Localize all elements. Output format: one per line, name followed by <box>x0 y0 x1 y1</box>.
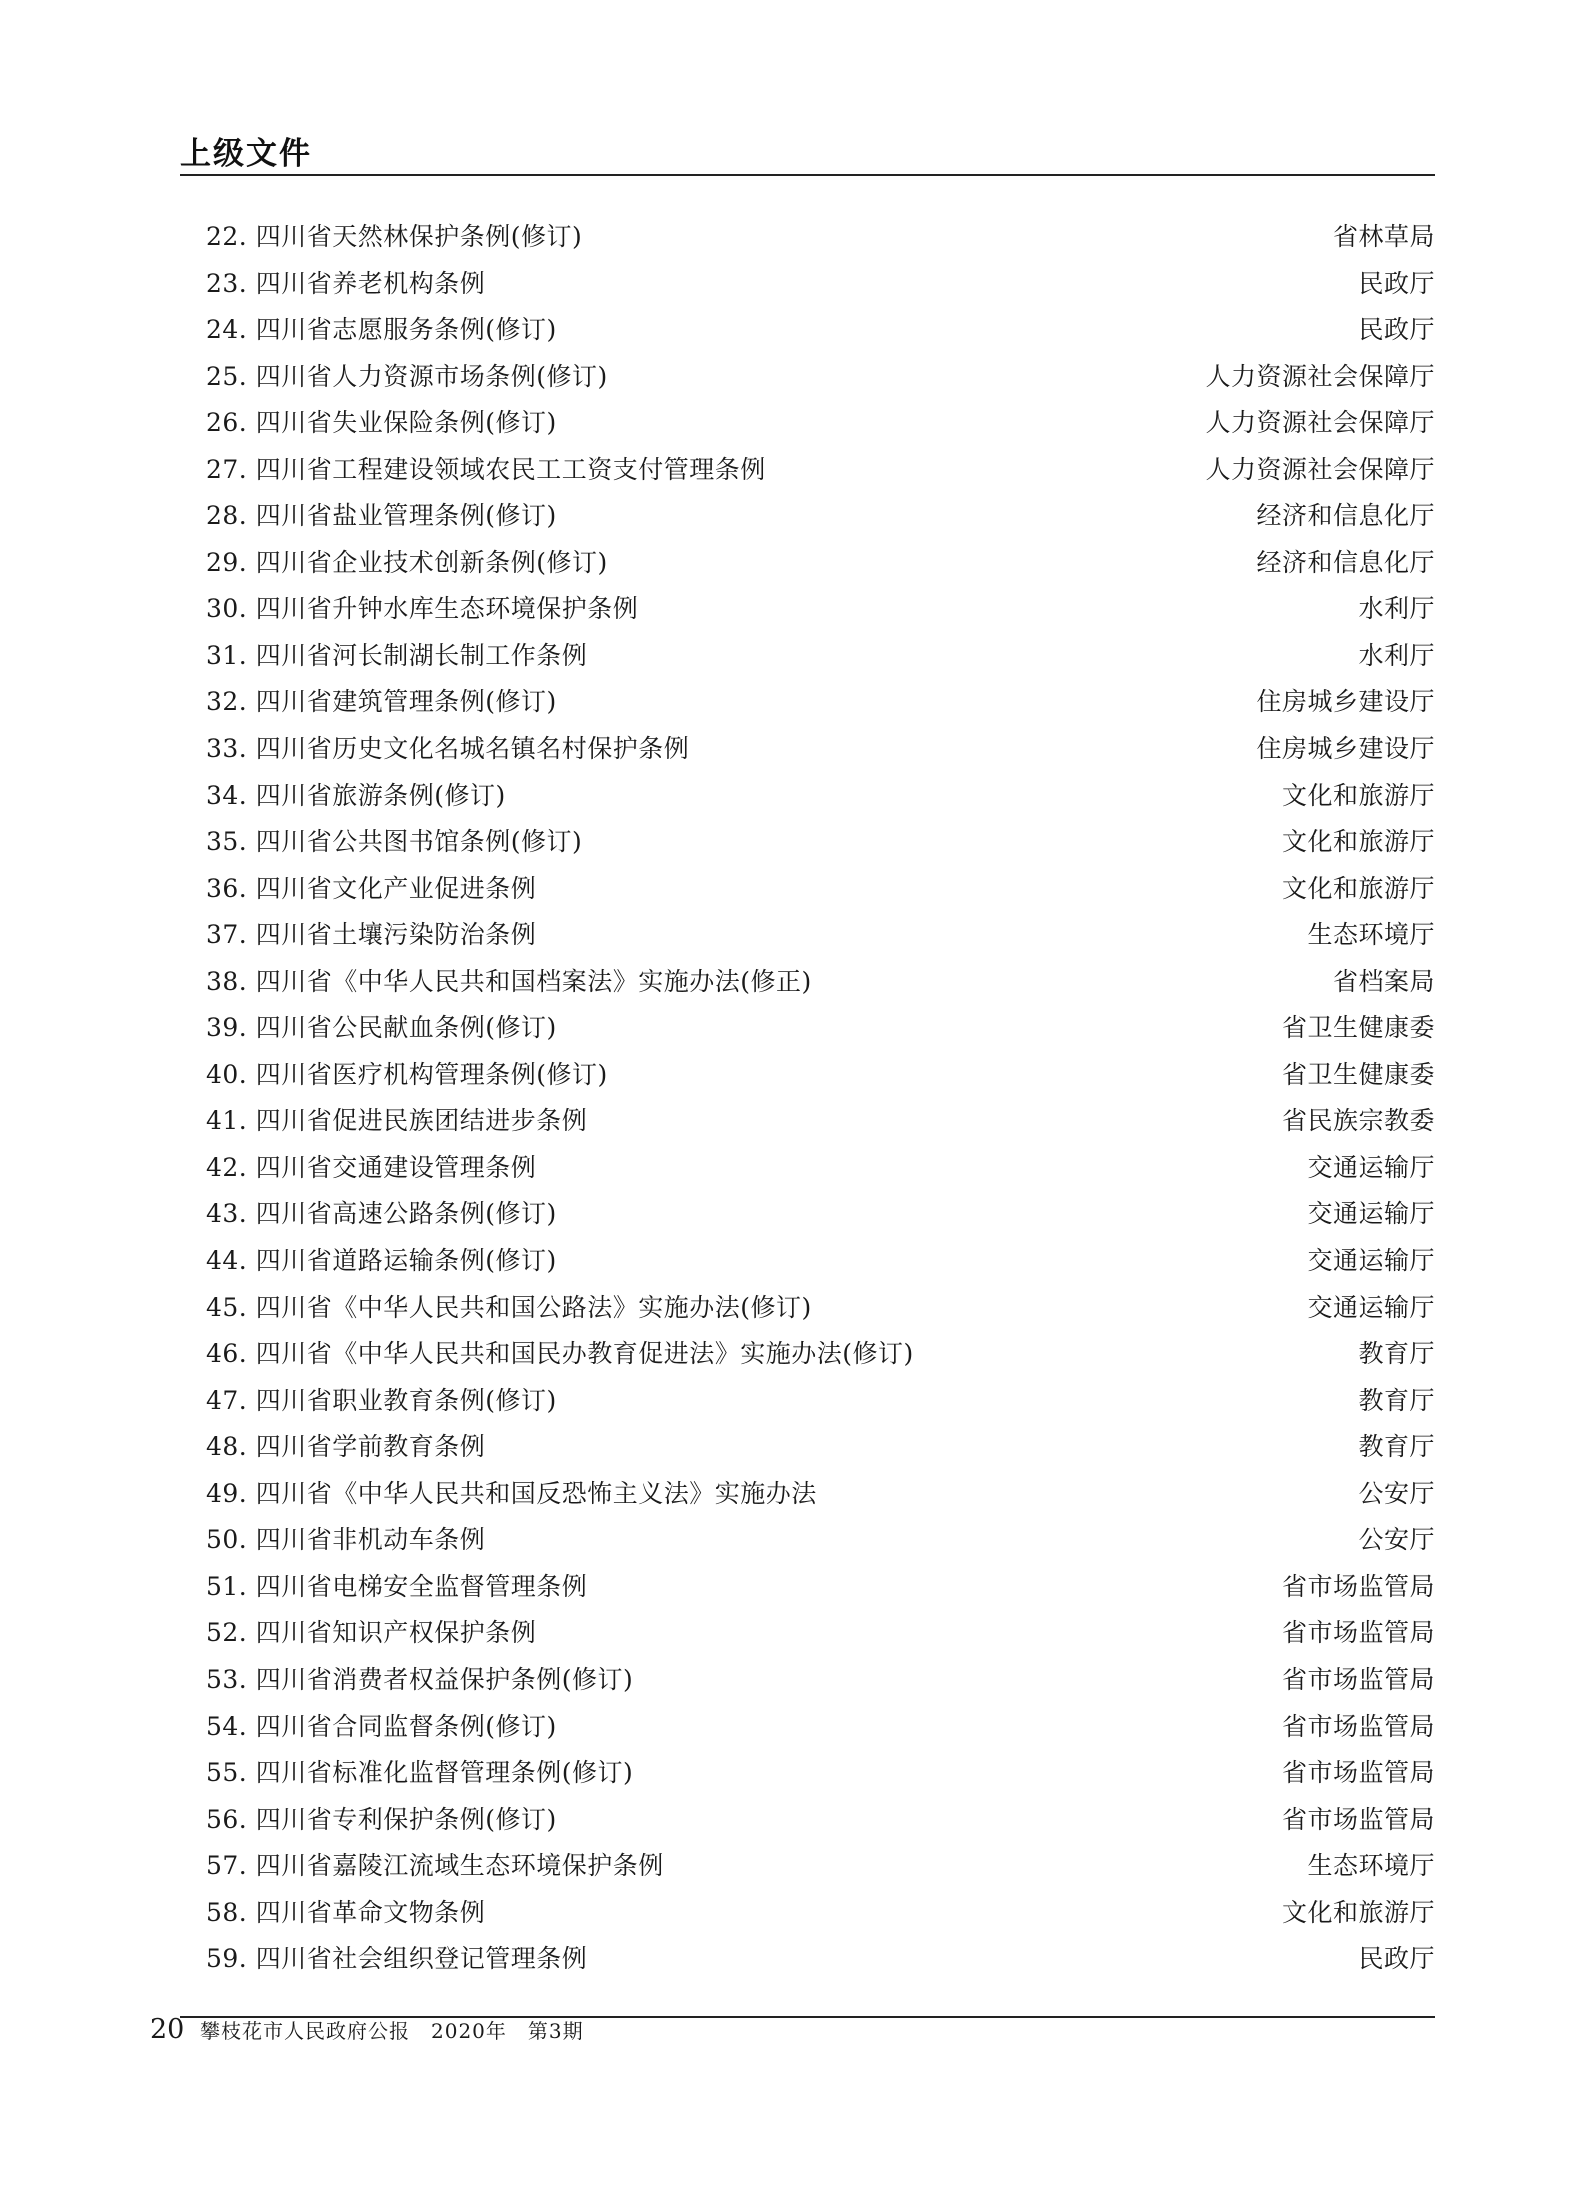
list-item <box>180 1843 1435 1890</box>
list-item <box>180 214 1435 261</box>
list-item <box>180 1285 1435 1332</box>
list-item <box>180 1052 1435 1099</box>
list-item <box>180 773 1435 820</box>
list-item <box>180 819 1435 866</box>
responsible-department: 省卫生健康委 <box>1281 1059 1435 1089</box>
regulation-list <box>180 214 1435 1983</box>
regulation-title: 56. 四川省专利保护条例(修订) <box>206 1804 557 1834</box>
list-item <box>180 1191 1435 1238</box>
responsible-department: 省市场监管局 <box>1281 1804 1435 1834</box>
responsible-department: 教育厅 <box>1358 1385 1435 1415</box>
regulation-title: 49. 四川省《中华人民共和国反恐怖主义法》实施办法 <box>206 1478 817 1508</box>
responsible-department: 省卫生健康委 <box>1281 1013 1435 1043</box>
responsible-department: 文化和旅游厅 <box>1281 873 1435 903</box>
list-item <box>180 1936 1435 1983</box>
regulation-title: 53. 四川省消费者权益保护条例(修订) <box>206 1664 634 1694</box>
responsible-department: 生态环境厅 <box>1307 1851 1435 1881</box>
regulation-title: 42. 四川省交通建设管理条例 <box>206 1152 537 1182</box>
responsible-department: 住房城乡建设厅 <box>1256 687 1435 717</box>
list-item <box>180 400 1435 447</box>
regulation-title: 30. 四川省升钟水库生态环境保护条例 <box>206 594 639 624</box>
list-item <box>180 1145 1435 1192</box>
responsible-department: 省市场监管局 <box>1281 1758 1435 1788</box>
responsible-department: 文化和旅游厅 <box>1281 1897 1435 1927</box>
responsible-department: 水利厅 <box>1358 594 1435 624</box>
regulation-title: 23. 四川省养老机构条例 <box>206 268 486 298</box>
regulation-title: 43. 四川省高速公路条例(修订) <box>206 1199 557 1229</box>
list-item <box>180 726 1435 773</box>
list-item <box>180 866 1435 913</box>
list-item <box>180 307 1435 354</box>
responsible-department: 省市场监管局 <box>1281 1571 1435 1601</box>
responsible-department: 民政厅 <box>1358 268 1435 298</box>
regulation-title: 22. 四川省天然林保护条例(修订) <box>206 222 583 251</box>
list-item <box>180 1890 1435 1937</box>
regulation-title: 27. 四川省工程建设领域农民工工资支付管理条例 <box>206 454 766 484</box>
regulation-title: 57. 四川省嘉陵江流域生态环境保护条例 <box>206 1851 664 1881</box>
list-item <box>180 1424 1435 1471</box>
section-title: 上级文件 <box>180 136 312 172</box>
list-item <box>180 1657 1435 1704</box>
list-item <box>180 679 1435 726</box>
regulation-title: 28. 四川省盐业管理条例(修订) <box>206 501 557 531</box>
responsible-department: 民政厅 <box>1358 1944 1435 1974</box>
list-item <box>180 912 1435 959</box>
responsible-department: 人力资源社会保障厅 <box>1205 454 1435 484</box>
regulation-title: 26. 四川省失业保险条例(修订) <box>206 408 557 438</box>
responsible-department: 交通运输厅 <box>1307 1292 1435 1322</box>
responsible-department: 人力资源社会保障厅 <box>1205 408 1435 438</box>
regulation-title: 46. 四川省《中华人民共和国民办教育促进法》实施办法(修订) <box>206 1339 914 1369</box>
journal-info: 攀枝花市人民政府公报 2020年 第3期 <box>200 2019 584 2043</box>
list-item <box>180 1610 1435 1657</box>
list-item <box>180 493 1435 540</box>
list-item <box>180 540 1435 587</box>
responsible-department: 教育厅 <box>1358 1432 1435 1462</box>
responsible-department: 民政厅 <box>1358 315 1435 345</box>
responsible-department: 经济和信息化厅 <box>1256 501 1435 531</box>
regulation-title: 39. 四川省公民献血条例(修订) <box>206 1013 557 1043</box>
list-item <box>180 1750 1435 1797</box>
header-divider <box>180 174 1435 176</box>
regulation-title: 51. 四川省电梯安全监督管理条例 <box>206 1571 588 1601</box>
responsible-department: 水利厅 <box>1358 640 1435 670</box>
regulation-title: 41. 四川省促进民族团结进步条例 <box>206 1106 588 1136</box>
list-item <box>180 261 1435 308</box>
list-item <box>180 1098 1435 1145</box>
regulation-title: 58. 四川省革命文物条例 <box>206 1897 486 1927</box>
list-item <box>180 1331 1435 1378</box>
regulation-title: 25. 四川省人力资源市场条例(修订) <box>206 361 608 391</box>
regulation-title: 44. 四川省道路运输条例(修订) <box>206 1246 557 1276</box>
regulation-title: 35. 四川省公共图书馆条例(修订) <box>206 827 583 857</box>
regulation-title: 48. 四川省学前教育条例 <box>206 1432 486 1462</box>
regulation-title: 50. 四川省非机动车条例 <box>206 1525 486 1555</box>
list-item <box>180 586 1435 633</box>
list-item <box>180 1564 1435 1611</box>
section-header <box>180 134 1435 174</box>
responsible-department: 住房城乡建设厅 <box>1256 734 1435 764</box>
regulation-title: 37. 四川省土壤污染防治条例 <box>206 920 537 950</box>
regulation-title: 34. 四川省旅游条例(修订) <box>206 780 506 810</box>
list-item <box>180 959 1435 1006</box>
responsible-department: 教育厅 <box>1358 1339 1435 1369</box>
responsible-department: 经济和信息化厅 <box>1256 547 1435 577</box>
responsible-department: 省市场监管局 <box>1281 1618 1435 1648</box>
list-item <box>180 1378 1435 1425</box>
regulation-title: 45. 四川省《中华人民共和国公路法》实施办法(修订) <box>206 1292 812 1322</box>
list-item <box>180 1797 1435 1844</box>
regulation-title: 31. 四川省河长制湖长制工作条例 <box>206 640 588 670</box>
responsible-department: 生态环境厅 <box>1307 920 1435 950</box>
list-item <box>180 447 1435 494</box>
responsible-department: 省档案局 <box>1332 966 1435 996</box>
list-item <box>180 1517 1435 1564</box>
responsible-department: 公安厅 <box>1358 1525 1435 1555</box>
regulation-title: 47. 四川省职业教育条例(修订) <box>206 1385 557 1415</box>
list-item <box>180 633 1435 680</box>
responsible-department: 交通运输厅 <box>1307 1246 1435 1276</box>
list-item <box>180 354 1435 401</box>
regulation-title: 33. 四川省历史文化名城名镇名村保护条例 <box>206 734 690 764</box>
responsible-department: 人力资源社会保障厅 <box>1205 361 1435 391</box>
page-number: 20 <box>150 2014 185 2045</box>
responsible-department: 省民族宗教委 <box>1281 1106 1435 1136</box>
responsible-department: 省市场监管局 <box>1281 1711 1435 1741</box>
list-item <box>180 1704 1435 1751</box>
regulation-title: 24. 四川省志愿服务条例(修订) <box>206 315 557 345</box>
responsible-department: 文化和旅游厅 <box>1281 780 1435 810</box>
responsible-department: 交通运输厅 <box>1307 1152 1435 1182</box>
regulation-title: 32. 四川省建筑管理条例(修订) <box>206 687 557 717</box>
regulation-title: 38. 四川省《中华人民共和国档案法》实施办法(修正) <box>206 966 812 996</box>
regulation-title: 36. 四川省文化产业促进条例 <box>206 873 537 903</box>
responsible-department: 省林草局 <box>1332 222 1435 251</box>
regulation-title: 54. 四川省合同监督条例(修订) <box>206 1711 557 1741</box>
regulation-title: 52. 四川省知识产权保护条例 <box>206 1618 537 1648</box>
responsible-department: 交通运输厅 <box>1307 1199 1435 1229</box>
regulation-title: 59. 四川省社会组织登记管理条例 <box>206 1944 588 1974</box>
list-item <box>180 1471 1435 1518</box>
regulation-title: 55. 四川省标准化监督管理条例(修订) <box>206 1758 634 1788</box>
responsible-department: 省市场监管局 <box>1281 1664 1435 1694</box>
regulation-title: 40. 四川省医疗机构管理条例(修订) <box>206 1059 608 1089</box>
list-item <box>180 1005 1435 1052</box>
regulation-title: 29. 四川省企业技术创新条例(修订) <box>206 547 608 577</box>
responsible-department: 公安厅 <box>1358 1478 1435 1508</box>
list-item <box>180 1238 1435 1285</box>
responsible-department: 文化和旅游厅 <box>1281 827 1435 857</box>
